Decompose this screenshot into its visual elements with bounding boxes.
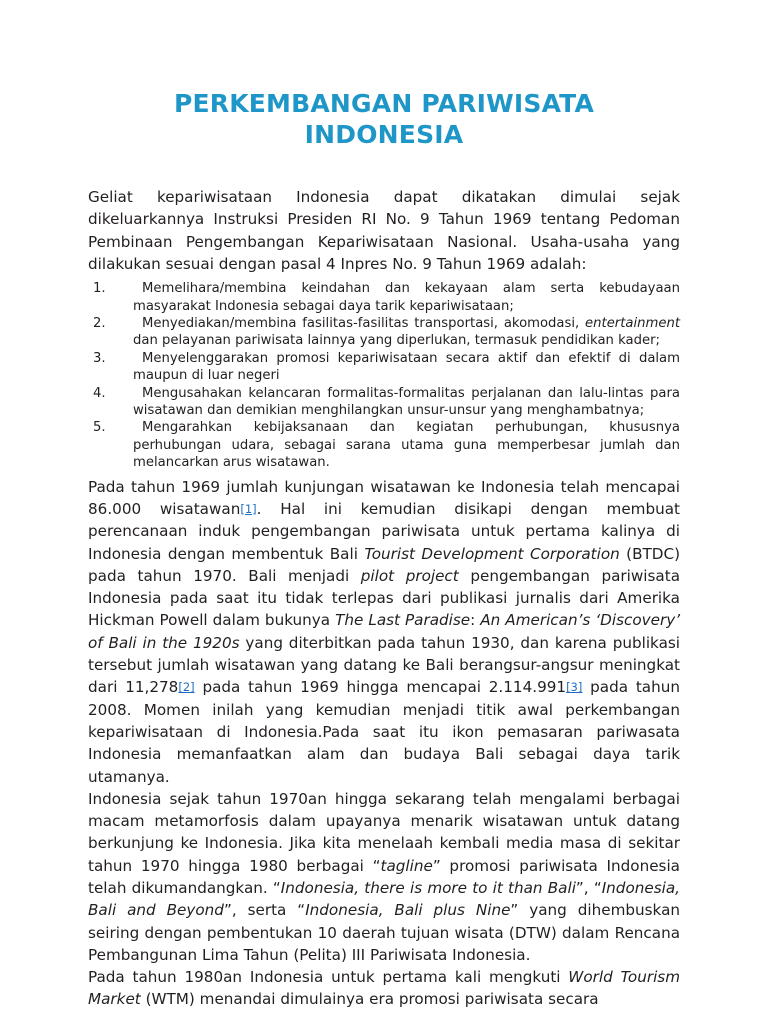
list-item-text-part-b: dan pelayanan pariwisata lainnya yang diperlukan, termasuk pendidikan kader; — [133, 333, 660, 349]
wtm-segment-1: Pada tahun 1980an Indonesia untuk pertama kali mengkuti — [88, 968, 569, 987]
tagline-segment-5: ” yang dihembuskan seiring dengan pembentukan 10 daerah tujuan wisata (DTW) dalam Rencana Pembangunan Lima Tahun (Pelita) III Pariwisata Indonesia. — [88, 901, 681, 964]
footnote-ref-2[interactable]: [2] — [178, 680, 195, 695]
list-item — [88, 280, 680, 315]
tagline-paragraph — [88, 788, 680, 966]
tagline-emphasis-2: Indonesia, Bali and Beyond — [88, 879, 680, 920]
list-item-text: Menyelenggarakan promosi kepariwisataan secara aktif dan efektif di dalam maupun di luar negeri — [133, 350, 680, 384]
tagline-segment-2: ” promosi pariwisata Indonesia telah dikumandangkan. “ — [88, 856, 680, 897]
page-title-line-2: INDONESIA — [304, 120, 464, 149]
footnote-ref-3[interactable]: [3] — [566, 680, 583, 695]
inpres-article-4-list — [88, 280, 680, 471]
list-item — [88, 350, 680, 385]
list-item-text: Mengarahkan kebijaksanaan dan kegiatan perhubungan, khususnya perhubungan udara, sebagai sarana utama guna memperbesar jumlah dan melancarkan arus wisatawan. — [133, 420, 680, 471]
tagline-segment-3: ”, “ — [575, 879, 602, 897]
history-segment-5: : — [470, 611, 481, 630]
tagline-emphasis-word: tagline — [380, 856, 433, 875]
document-body — [88, 186, 680, 1011]
wtm-emphasis: World Tourism Market — [88, 968, 680, 1009]
footnote-ref-1[interactable]: [1] — [240, 501, 257, 516]
list-item-text: Mengusahakan kelancaran formalitas-formalitas perjalanan dan lalu-lintas para wisatawan dan demikian menghilangkan unsur-unsur yang menghambatnya; — [133, 385, 680, 419]
history-segment-1: Pada tahun 1969 jumlah kunjungan wisatawan ke Indonesia telah mencapai 86.000 wisatawan — [88, 477, 680, 518]
history-segment-2: . Hal ini kemudian disikapi dengan membuat perencanaan induk pengembangan pariwisata untuk pertama kalinya di Indonesia dengan membentuk Bali — [88, 499, 680, 563]
history-segment-8: pada tahun 2008. Momen inilah yang kemudian menjadi titik awal perkembangan kepariwisataan di Indonesia.Pada saat itu ikon pemasaran pariwasata Indonesia memanfaatkan alam dan budaya Bali sebagai daya tarik utamanya. — [88, 678, 680, 786]
history-segment-7: pada tahun 1969 hingga mencapai 2.114.991 — [194, 678, 567, 697]
list-item-text: Memelihara/membina keindahan dan kekayaan alam serta kebudayaan masyarakat Indonesia sebagai daya tarik kepariwisataan; — [133, 281, 680, 314]
list-item — [88, 315, 680, 350]
history-segment-4: pengembangan pariwisata Indonesia pada saat itu tidak terlepas dari publikasi jurnalis dari Amerika Hickman Powell dalam bukunya — [88, 566, 680, 630]
tagline-segment-1: Indonesia sejak tahun 1970an hingga sekarang telah mengalami berbagai macam metamorfosis dalam upayanya menarik wisatawan untuk datang berkunjung ke Indonesia. Jika kita menelaah kembali media masa di sekitar tahun 1970 hingga 1980 berbagai “ — [88, 789, 680, 875]
list-item-text-part-a: Menyediakan/membina fasilitas-fasilitas transportasi, akomodasi, — [142, 316, 586, 331]
intro-paragraph: Geliat kepariwisataan Indonesia dapat dikatakan dimulai sejak dikeluarkannya Instruksi Presiden RI No. 9 Tahun 1969 tentang Pedoman Pembinaan Pengembangan Kepariwisataan Nasional. Usaha-usaha yang dilakukan sesuai dengan pasal 4 Inpres No. 9 Tahun 1969 adalah: — [88, 188, 680, 273]
list-item — [88, 419, 680, 471]
history-emphasis-book-subtitle: An American’s ‘Discovery’ of Bali in the 1920s — [88, 611, 681, 652]
tagline-segment-4: ”, serta “ — [223, 901, 306, 920]
wtm-segment-2: (WTM) menandai dimulainya era promosi pariwisata secara — [140, 990, 599, 1009]
page-title-line-1: PERKEMBANGAN PARIWISATA — [173, 89, 595, 118]
tagline-emphasis-3: Indonesia, Bali plus Nine — [305, 901, 511, 920]
history-emphasis-btdc: Tourist Development Corporation — [364, 544, 620, 563]
page-title — [88, 88, 680, 150]
history-segment-6: yang diterbitkan pada tahun 1930, dan karena publikasi tersebut jumlah wisatawan yang datang ke Bali berangsur-angsur meningkat dari 11,278 — [88, 633, 681, 697]
list-item — [88, 385, 680, 420]
tagline-emphasis-1: Indonesia, there is more to it than Bali — [280, 879, 576, 897]
history-segment-3: (BTDC) pada tahun 1970. Bali menjadi — [88, 544, 680, 585]
history-paragraph — [88, 476, 680, 788]
wtm-paragraph — [88, 966, 680, 1011]
history-emphasis-book-title: The Last Paradise — [335, 611, 471, 630]
history-emphasis-pilot-project: pilot project — [360, 566, 459, 585]
list-item-emphasis: entertainment — [585, 316, 680, 331]
